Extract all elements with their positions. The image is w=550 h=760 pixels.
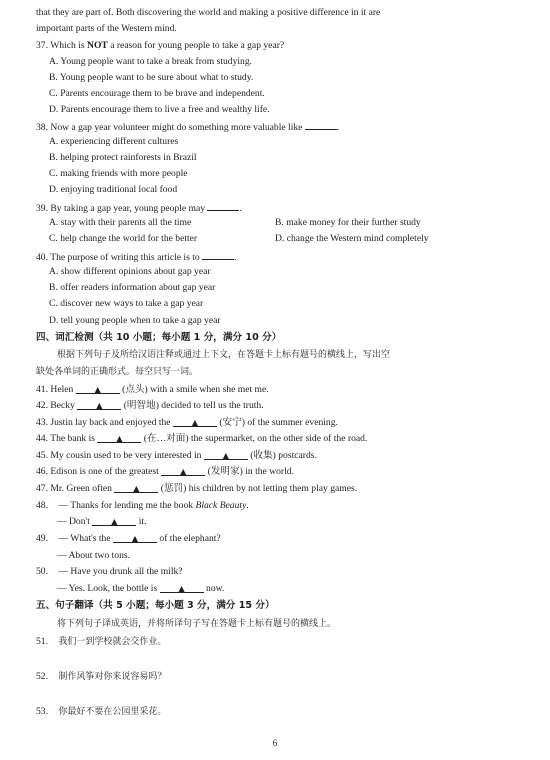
stem-text: 38. Now a gap year volunteer might do something more valuable like [36, 122, 303, 133]
blank-triangle-icon: ▲ [94, 385, 101, 394]
answer-blank [305, 120, 337, 130]
option-39-a: A. stay with their parents all the time [49, 217, 192, 228]
dialogue-text: it. [138, 516, 147, 527]
vocab-49-line2: — About two tons. [57, 550, 131, 561]
vocab-42 [36, 400, 264, 412]
option-40-d: D. tell young people when to take a gap year [49, 315, 221, 326]
section-4-instruction: 缺处各单词的正确形式。每空只写一词。 [36, 367, 199, 377]
section-5-title: 五、句子翻译（共 5 小题；每小题 3 分，满分 15 分） [36, 600, 275, 611]
vocab-48-line2 [57, 516, 146, 528]
translate-53 [36, 706, 166, 718]
option-38-c: C. making friends with more people [49, 168, 188, 179]
dialogue-text: — Don't [57, 516, 90, 527]
answer-blank [202, 250, 234, 260]
vocab-46 [36, 466, 294, 478]
item-text: (点头) with a smile when she met me. [122, 384, 269, 395]
item-text: 42. Becky [36, 400, 75, 411]
blank-triangle-icon: ▲ [178, 584, 185, 593]
section-4-title: 四、词汇检测（共 10 小题；每小题 1 分，满分 10 分） [36, 332, 282, 343]
option-38-b: B. helping protect rainforests in Brazil [49, 152, 197, 163]
blank-triangle-icon: ▲ [111, 517, 118, 526]
question-37-stem [36, 40, 284, 52]
blank-triangle-icon: ▲ [180, 467, 187, 476]
vocab-50-line1 [36, 566, 183, 578]
vocab-47 [36, 483, 357, 495]
vocab-44 [36, 433, 367, 445]
question-number: 53. [36, 706, 48, 717]
item-text: 44. The bank is [36, 433, 95, 444]
page-number: 6 [272, 738, 278, 748]
option-38-a: A. experiencing different cultures [49, 136, 179, 147]
option-37-c: C. Parents encourage them to be brave and independent. [49, 88, 265, 99]
stem-tail: . [336, 122, 340, 133]
answer-blank [92, 516, 136, 526]
vocab-41 [36, 384, 269, 396]
blank-triangle-icon: ▲ [133, 484, 140, 493]
item-text: (在…对面) the supermarket, on the other side of the road. [143, 433, 368, 444]
dialogue-text: — Yes. Look, the bottle is [57, 583, 158, 594]
item-text: (安宁) of the summer evening. [219, 417, 338, 428]
blank-triangle-icon: ▲ [96, 401, 103, 410]
answer-blank [113, 533, 157, 543]
vocab-49-line1 [36, 533, 221, 545]
answer-blank [77, 400, 121, 410]
stem-tail: . [239, 203, 242, 214]
book-title: Black Beauty [195, 500, 247, 511]
vocab-48-line1 [36, 500, 249, 512]
stem-text: 39. By taking a gap year, young people may [36, 203, 206, 214]
vocab-50-line2 [57, 583, 224, 595]
section-4-instruction: 根据下列句子及所给汉语注释或通过上下文，在答题卡上标有题号的横线上，写出空 [57, 350, 391, 360]
stem-tail: . [234, 252, 237, 263]
dialogue-text: — Have you drunk all the milk? [58, 566, 183, 577]
item-text: 46. Edison is one of the greatest [36, 466, 159, 477]
answer-blank [204, 450, 248, 460]
answer-blank [76, 384, 120, 394]
option-37-a: A. Young people want to take a break from studying. [49, 56, 253, 67]
stem-emphasis: NOT [87, 40, 108, 51]
question-number: 50. [36, 566, 48, 577]
blank-triangle-icon: ▲ [116, 434, 123, 443]
stem-text: 40. The purpose of writing this article is to [36, 252, 200, 263]
item-text: 47. Mr. Green often [36, 483, 112, 494]
option-40-a: A. show different opinions about gap year [49, 266, 211, 277]
passage-line: important parts of the Western mind. [36, 23, 177, 34]
blank-triangle-icon: ▲ [131, 534, 139, 543]
vocab-45 [36, 450, 317, 462]
question-number: 52. [36, 671, 48, 682]
question-number: 51. [36, 636, 48, 647]
item-text: 41. Helen [36, 384, 74, 395]
option-37-d: D. Parents encourage them to live a free and wealthy life. [49, 104, 270, 115]
translate-text: 制作风筝对你来说容易吗？ [58, 672, 167, 682]
translate-52 [36, 671, 166, 683]
passage-line: that they are part of. Both discovering the world and making a positive difference in it are [36, 7, 381, 18]
option-40-c: C. discover new ways to take a gap year [49, 298, 204, 309]
option-39-d: D. change the Western mind completely [275, 233, 429, 244]
option-38-d: D. enjoying traditional local food [49, 184, 178, 195]
dialogue-text: — What's the [58, 533, 111, 544]
option-39-c: C. help change the world for the better [49, 233, 198, 244]
answer-blank [114, 483, 158, 493]
question-39-stem [36, 201, 242, 215]
answer-blank [161, 466, 205, 476]
section-5-instruction: 将下列句子译成英语，并将所译句子写在答题卡上标有题号的横线上。 [57, 619, 337, 629]
dialogue-text: of the elephant? [159, 533, 221, 544]
option-39-b: B. make money for their further study [275, 217, 421, 228]
translate-text: 我们一到学校就会交作业。 [58, 637, 167, 647]
question-38-stem [36, 120, 339, 134]
item-text: (发明家) in the world. [207, 466, 294, 477]
option-37-b: B. Young people want to be sure about what to study. [49, 72, 254, 83]
question-number: 48. [36, 500, 48, 511]
item-text: 43. Justin lay back and enjoyed the [36, 417, 171, 428]
item-text: (明智地) decided to tell us the truth. [123, 400, 264, 411]
stem-text: Which is [50, 40, 88, 51]
answer-blank [97, 433, 141, 443]
blank-triangle-icon: ▲ [222, 451, 229, 460]
question-number: 37. [36, 40, 48, 51]
option-40-b: B. offer readers information about gap year [49, 282, 216, 293]
translate-text: 你最好不要在公园里采花。 [58, 707, 167, 717]
blank-triangle-icon: ▲ [191, 418, 199, 427]
answer-blank [160, 583, 204, 593]
stem-text: a reason for young people to take a gap year? [107, 40, 285, 51]
translate-51 [36, 636, 166, 648]
item-text: (惩罚) his children by not letting them play games. [160, 483, 358, 494]
question-number: 49. [36, 533, 48, 544]
item-text: 45. My cousin used to be very interested in [36, 450, 202, 461]
question-40-stem [36, 250, 237, 264]
item-text: (收集) postcards. [250, 450, 317, 461]
dialogue-text: . [246, 500, 249, 511]
vocab-43 [36, 417, 338, 429]
answer-blank [173, 417, 217, 427]
dialogue-text: now. [206, 583, 225, 594]
answer-blank [207, 201, 239, 211]
dialogue-text: — Thanks for lending me the book [58, 500, 196, 511]
